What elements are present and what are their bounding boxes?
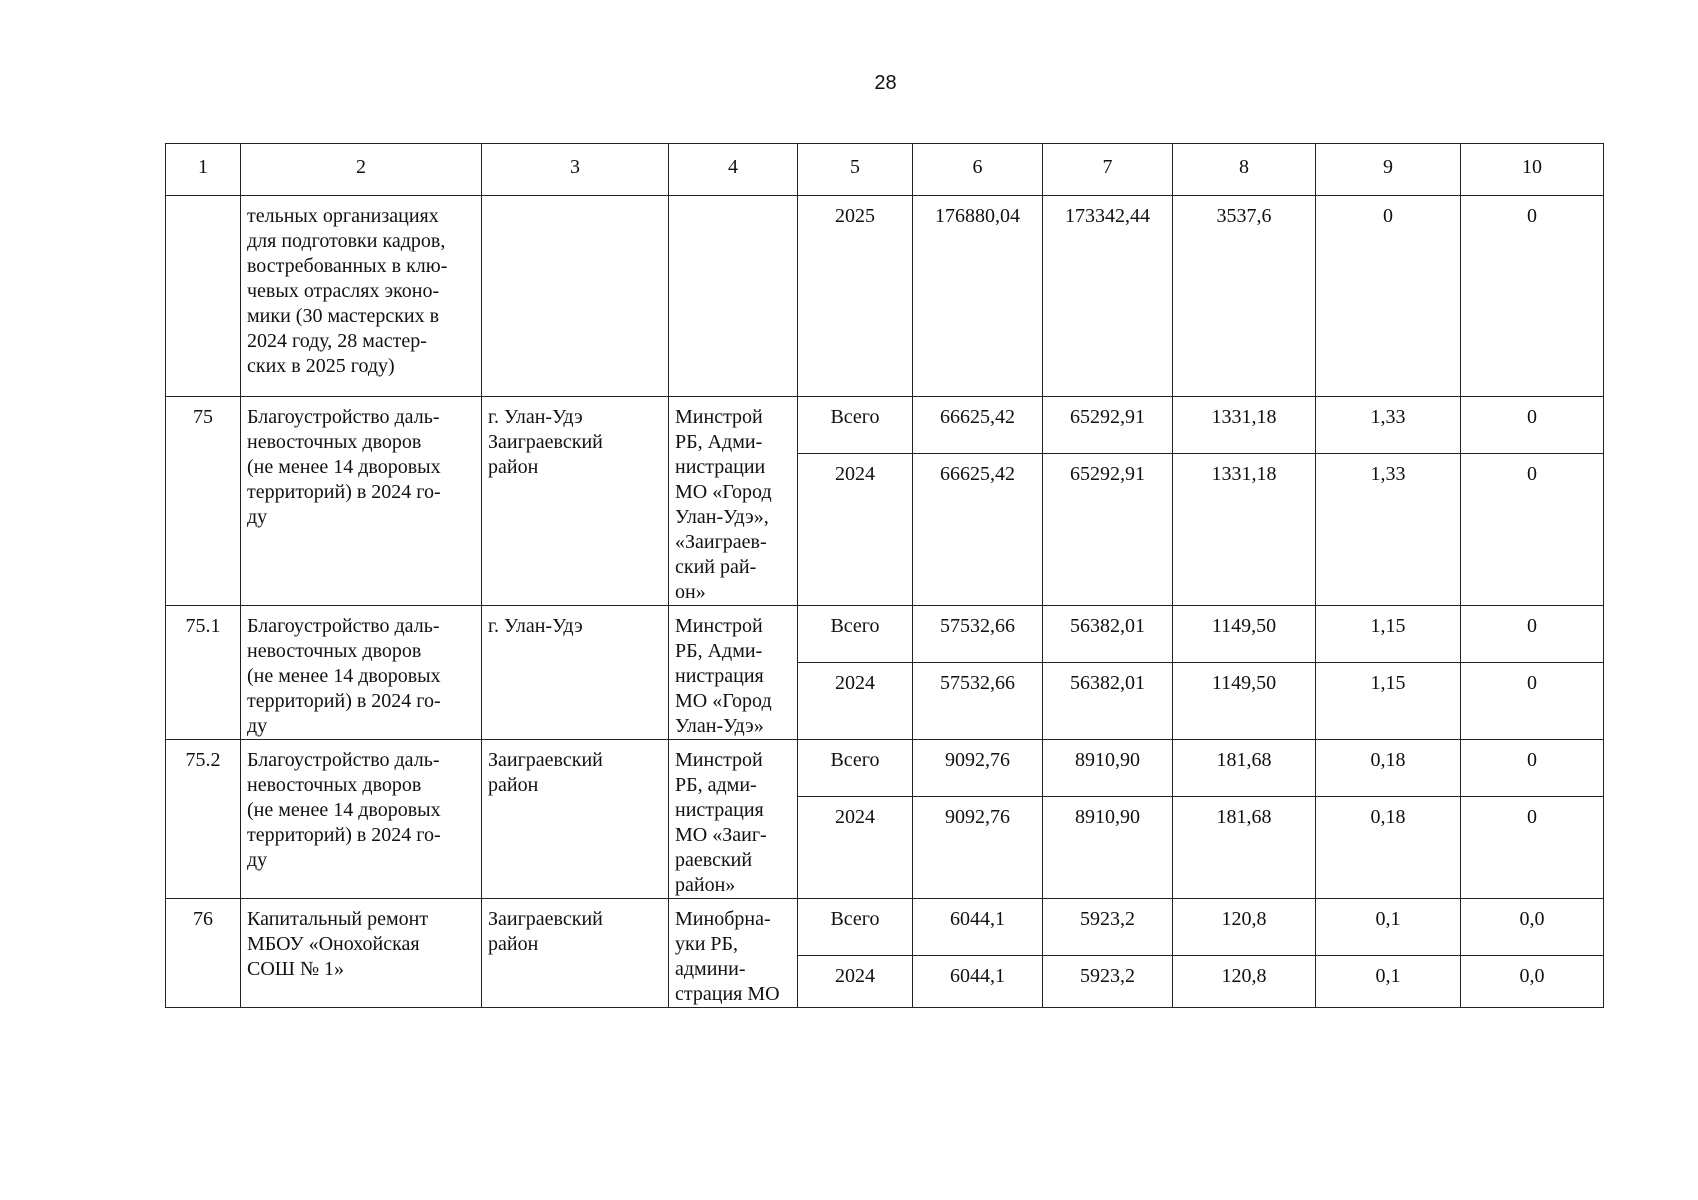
column-header: 9	[1316, 144, 1461, 196]
value-cell: 56382,01	[1043, 663, 1173, 740]
table-row	[166, 740, 1604, 797]
value-cell: 1331,18	[1173, 454, 1316, 606]
table-row	[166, 196, 1604, 397]
year-cell: 2024	[798, 797, 913, 899]
row-number-cell: 75	[166, 397, 241, 606]
column-header: 2	[241, 144, 482, 196]
value-cell: 181,68	[1173, 797, 1316, 899]
year-cell: Всего	[798, 740, 913, 797]
column-header: 3	[482, 144, 669, 196]
value-cell: 0,1	[1316, 899, 1461, 956]
column-header: 8	[1173, 144, 1316, 196]
column-header: 10	[1461, 144, 1604, 196]
value-cell: 0,18	[1316, 740, 1461, 797]
table-row	[166, 397, 1604, 454]
value-cell: 181,68	[1173, 740, 1316, 797]
value-cell: 6044,1	[913, 899, 1043, 956]
table-body	[166, 144, 1604, 1008]
value-cell: 0	[1461, 397, 1604, 454]
value-cell: 65292,91	[1043, 397, 1173, 454]
value-cell: 65292,91	[1043, 454, 1173, 606]
value-cell: 173342,44	[1043, 196, 1173, 397]
table-row	[166, 606, 1604, 663]
description-cell: Капитальный ремонт МБОУ «Онохойская СОШ № 1»	[241, 899, 482, 1008]
location-cell	[482, 196, 669, 397]
value-cell: 5923,2	[1043, 899, 1173, 956]
year-cell: 2024	[798, 956, 913, 1008]
value-cell: 56382,01	[1043, 606, 1173, 663]
value-cell: 1,33	[1316, 397, 1461, 454]
value-cell: 66625,42	[913, 397, 1043, 454]
value-cell: 1,15	[1316, 663, 1461, 740]
description-cell: Благоустройство даль- невосточных дворов (не менее 14 дворовых территорий) в 2024 го- ду	[241, 606, 482, 740]
value-cell: 0	[1461, 797, 1604, 899]
description-cell: тельных организациях для подготовки кадров, востребованных в клю- чевых отраслях эконо- мики (30 мастерских в 2024 году, 28 мастер- ских в 2025 году)	[241, 196, 482, 397]
value-cell: 1149,50	[1173, 606, 1316, 663]
value-cell: 0	[1461, 740, 1604, 797]
value-cell: 9092,76	[913, 740, 1043, 797]
value-cell: 6044,1	[913, 956, 1043, 1008]
value-cell: 120,8	[1173, 956, 1316, 1008]
description-cell: Благоустройство даль- невосточных дворов (не менее 14 дворовых территорий) в 2024 го- ду	[241, 397, 482, 606]
value-cell: 1149,50	[1173, 663, 1316, 740]
value-cell: 8910,90	[1043, 797, 1173, 899]
table-header-row	[166, 144, 1604, 196]
value-cell: 8910,90	[1043, 740, 1173, 797]
executor-cell: Минстрой РБ, Адми- нистрации МО «Город Улан-Удэ», «Заиграев- ский рай- он»	[669, 397, 798, 606]
value-cell: 0,18	[1316, 797, 1461, 899]
value-cell: 1331,18	[1173, 397, 1316, 454]
value-cell: 1,15	[1316, 606, 1461, 663]
executor-cell: Минстрой РБ, адми- нистрация МО «Заиг- раевский район»	[669, 740, 798, 899]
executor-cell: Минстрой РБ, Адми- нистрация МО «Город Улан-Удэ»	[669, 606, 798, 740]
value-cell: 0,0	[1461, 899, 1604, 956]
location-cell: Заиграевский район	[482, 740, 669, 899]
value-cell: 57532,66	[913, 606, 1043, 663]
page-number: 28	[874, 72, 897, 94]
budget-table	[165, 143, 1604, 1008]
table-row	[166, 899, 1604, 956]
column-header: 6	[913, 144, 1043, 196]
executor-cell	[669, 196, 798, 397]
value-cell: 1,33	[1316, 454, 1461, 606]
location-cell: г. Улан-Удэ	[482, 606, 669, 740]
year-cell: 2024	[798, 454, 913, 606]
value-cell: 5923,2	[1043, 956, 1173, 1008]
column-header: 5	[798, 144, 913, 196]
value-cell: 0	[1461, 454, 1604, 606]
value-cell: 3537,6	[1173, 196, 1316, 397]
value-cell: 0	[1461, 196, 1604, 397]
year-cell: Всего	[798, 899, 913, 956]
column-header: 1	[166, 144, 241, 196]
value-cell: 0,0	[1461, 956, 1604, 1008]
row-number-cell	[166, 196, 241, 397]
value-cell: 0,1	[1316, 956, 1461, 1008]
value-cell: 176880,04	[913, 196, 1043, 397]
value-cell: 9092,76	[913, 797, 1043, 899]
value-cell: 66625,42	[913, 454, 1043, 606]
year-cell: Всего	[798, 397, 913, 454]
value-cell: 0	[1461, 663, 1604, 740]
location-cell: Заиграевский район	[482, 899, 669, 1008]
value-cell: 0	[1461, 606, 1604, 663]
row-number-cell: 75.2	[166, 740, 241, 899]
row-number-cell: 75.1	[166, 606, 241, 740]
value-cell: 120,8	[1173, 899, 1316, 956]
row-number-cell: 76	[166, 899, 241, 1008]
value-cell: 57532,66	[913, 663, 1043, 740]
column-header: 7	[1043, 144, 1173, 196]
column-header: 4	[669, 144, 798, 196]
value-cell: 0	[1316, 196, 1461, 397]
location-cell: г. Улан-Удэ Заиграевский район	[482, 397, 669, 606]
year-cell: 2024	[798, 663, 913, 740]
year-cell: 2025	[798, 196, 913, 397]
executor-cell: Минобрна- уки РБ, админи- страция МО	[669, 899, 798, 1008]
year-cell: Всего	[798, 606, 913, 663]
description-cell: Благоустройство даль- невосточных дворов (не менее 14 дворовых территорий) в 2024 го- ду	[241, 740, 482, 899]
